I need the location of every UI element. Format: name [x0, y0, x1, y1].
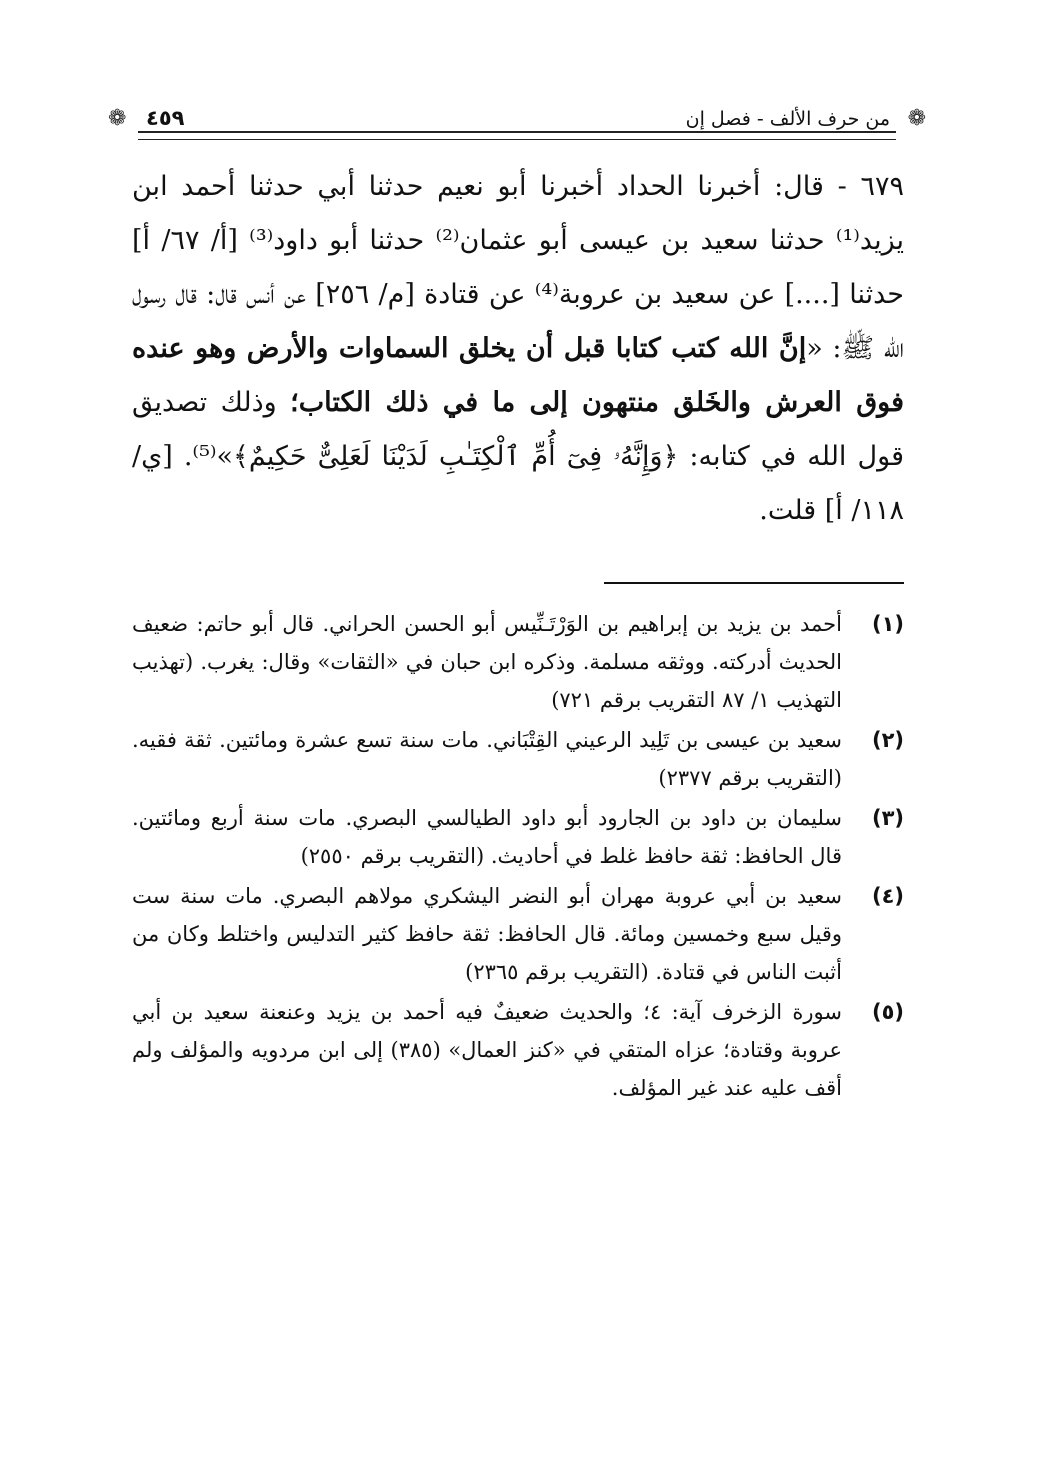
footnote-text: أحمد بن يزيد بن إبراهيم بن الوَرْتَـنِّيس أبو الحسن الحراني. قال أبو حاتم: ضعيف الحديث أدركته. ووثقه مسلمة. وذكره ابن حبان في «الثقات» وقال: يغرب. (تهذيب التهذيب ١/ ٨٧ التقريب برقم ٧٢١) — [132, 612, 842, 712]
footnote-number: (٥) — [871, 1000, 904, 1024]
footnote-number: (١) — [871, 612, 904, 636]
footnote-number: (٤) — [871, 884, 904, 908]
footnote-text: سورة الزخرف آية: ٤؛ والحديث ضعيفٌ فيه أحمد بن يزيد وعنعنة سعيد بن أبي عروبة وقتادة؛ عزاه المتقي في «كنز العمال» (٣٨٥) إلى ابن مردويه والمؤلف ولم أقف عليه عند غير المؤلف. — [132, 1000, 842, 1100]
footnote — [132, 993, 904, 1107]
ornament-icon: ❁ — [108, 106, 127, 131]
hadith-ending: ﴾»⁽⁵⁾. [ي/ ١١٨/ أ] قلت. — [132, 441, 904, 526]
footnote-text: سعيد بن أبي عروبة مهران أبو النضر اليشكري مولاهم البصري. مات سنة ست وقيل سبع وخمسين ومائة. قال الحافظ: ثقة حافظ كثير التدليس واختلط وكان من أثبت الناس في قتادة. (التقريب برقم ٢٣٦٥) — [132, 884, 842, 984]
page-header — [108, 98, 926, 142]
hadith-chain: ٦٧٩ - قال: أخبرنا الحداد أخبرنا أبو نعيم حدثنا أبي حدثنا أحمد ابن يزيد⁽¹⁾ حدثنا سعيد بن عيسى أبو عثمان⁽²⁾ حدثنا أبو داود⁽³⁾ [أ/ ٦٧/ أ] حدثنا [....] عن سعيد بن عروبة⁽⁴⁾ عن قتادة [م/ ٢٥٦] عن أنس قال: قال رسول الله ﷺ: « — [132, 171, 905, 364]
footnote — [132, 877, 904, 991]
page-number: ٤٥٩ — [146, 106, 185, 130]
footnote-text: سليمان بن داود بن الجارود أبو داود الطيالسي البصري. مات سنة أربع ومائتين. قال الحافظ: ثقة حافظ غلط في أحاديث. (التقريب برقم ٢٥٥٠) — [132, 806, 842, 868]
footnotes — [132, 605, 904, 1109]
footnote — [132, 799, 904, 875]
footnote-separator — [604, 582, 904, 584]
footnote-number: (٣) — [871, 806, 904, 830]
quran-verse: وَإِنَّهُۥ فِىٓ أُمِّ ٱلْكِتَـٰبِ لَدَيْنَا لَعَلِىٌّ حَكِيمٌ — [248, 441, 663, 472]
footnote — [132, 721, 904, 797]
hadith-continuation: وذلك تصديق قول الله في كتابه: ﴿ — [132, 387, 904, 472]
footnote-number: (٢) — [871, 728, 904, 752]
footnote-text: سعيد بن عيسى بن تَلِيد الرعيني القِتْبَاني. مات سنة تسع عشرة ومائتين. ثقة فقيه. (التقريب برقم ٢٣٧٧) — [132, 728, 842, 790]
ornament-icon: ❁ — [907, 106, 926, 131]
header-rule — [138, 131, 896, 140]
running-title: من حرف الألف - فصل إن — [685, 108, 890, 130]
footnote — [132, 605, 904, 719]
main-text — [132, 160, 904, 538]
hadith-text: إنَّ الله كتب كتابا قبل أن يخلق السماوات والأرض وهو عنده فوق العرش والخَلق منتهون إلى ما في ذلك الكتاب؛ — [132, 333, 904, 418]
